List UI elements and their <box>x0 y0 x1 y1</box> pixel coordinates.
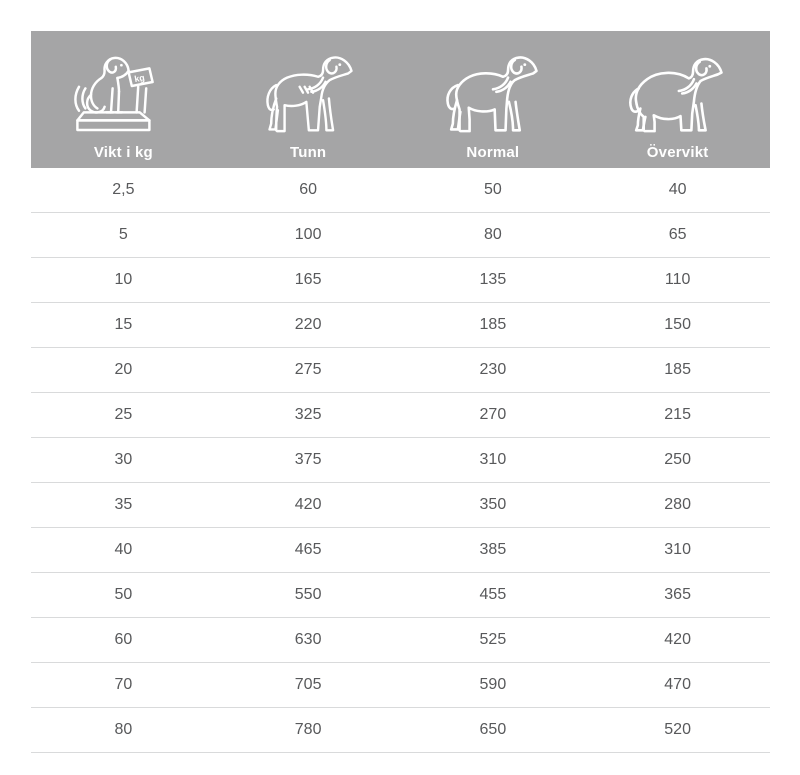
normal-cell: 650 <box>479 721 507 738</box>
tunn-cell: 220 <box>294 316 322 333</box>
table-row <box>31 303 770 348</box>
table-row <box>31 663 770 708</box>
normal-cell: 590 <box>479 676 507 693</box>
tunn-cell: 630 <box>294 631 322 648</box>
column-header-label-normal: Normal <box>466 144 520 161</box>
overvikt-cell: 40 <box>668 181 687 198</box>
tunn-cell: 550 <box>294 586 322 603</box>
weight-cell: 40 <box>114 541 133 558</box>
overvikt-cell: 110 <box>664 271 691 288</box>
overvikt-cell: 420 <box>664 631 691 648</box>
table-row <box>31 348 770 393</box>
overvikt-cell: 470 <box>664 676 691 693</box>
weight-cell: 10 <box>114 271 133 288</box>
overvikt-cell: 215 <box>664 406 691 423</box>
table-row <box>31 438 770 483</box>
weight-cell: 2,5 <box>112 181 135 198</box>
weight-cell: 20 <box>114 361 133 378</box>
normal-cell: 455 <box>479 586 507 603</box>
table-row <box>31 708 770 753</box>
tunn-cell: 375 <box>294 451 322 468</box>
tunn-cell: 165 <box>294 271 322 288</box>
weight-cell: 50 <box>114 586 133 603</box>
weight-cell: 15 <box>114 316 133 333</box>
column-header-label-overvikt: Övervikt <box>646 144 709 161</box>
header-cell-tunn <box>216 31 401 168</box>
normal-cell: 135 <box>479 271 507 288</box>
tunn-cell: 465 <box>294 541 322 558</box>
scale-display-text: kg <box>133 72 146 85</box>
table-header <box>31 31 770 168</box>
tunn-cell: 60 <box>299 181 318 198</box>
header-cell-weight <box>31 31 216 168</box>
tunn-cell: 100 <box>294 226 322 243</box>
normal-cell: 350 <box>479 496 507 513</box>
feeding-guide-table <box>31 31 770 753</box>
dog-on-scale-icon <box>71 46 175 142</box>
normal-cell: 270 <box>479 406 507 423</box>
normal-cell: 80 <box>483 226 502 243</box>
overvikt-cell: 250 <box>664 451 691 468</box>
table-row <box>31 573 770 618</box>
table-row <box>31 213 770 258</box>
table-row <box>31 168 770 213</box>
tunn-cell: 325 <box>294 406 322 423</box>
normal-cell: 230 <box>479 361 507 378</box>
tunn-cell: 275 <box>294 361 322 378</box>
overvikt-cell: 365 <box>664 586 691 603</box>
weight-cell: 25 <box>114 406 133 423</box>
table-row <box>31 393 770 438</box>
overvikt-cell: 150 <box>664 316 691 333</box>
weight-cell: 80 <box>114 721 133 738</box>
normal-cell: 385 <box>479 541 507 558</box>
table-body <box>31 168 770 753</box>
weight-cell: 70 <box>114 676 133 693</box>
overvikt-cell: 310 <box>664 541 691 558</box>
overvikt-cell: 520 <box>664 721 691 738</box>
tunn-cell: 420 <box>294 496 322 513</box>
overweight-dog-icon <box>623 50 733 142</box>
tunn-cell: 780 <box>294 721 322 738</box>
column-header-label-tunn: Tunn <box>289 144 327 161</box>
table-row <box>31 258 770 303</box>
overvikt-cell: 280 <box>664 496 691 513</box>
normal-cell: 50 <box>483 181 502 198</box>
table-row <box>31 618 770 663</box>
thin-dog-icon <box>253 50 363 142</box>
header-cell-overvikt <box>585 31 770 168</box>
weight-cell: 35 <box>114 496 133 513</box>
normal-cell: 525 <box>479 631 507 648</box>
header-cell-normal <box>401 31 586 168</box>
weight-cell: 60 <box>114 631 133 648</box>
normal-cell: 310 <box>479 451 507 468</box>
overvikt-cell: 185 <box>664 361 691 378</box>
normal-cell: 185 <box>479 316 507 333</box>
weight-cell: 30 <box>114 451 133 468</box>
table-row <box>31 483 770 528</box>
normal-dog-icon <box>438 50 548 142</box>
table-row <box>31 528 770 573</box>
tunn-cell: 705 <box>294 676 322 693</box>
overvikt-cell: 65 <box>668 226 687 243</box>
column-header-label-weight: Vikt i kg <box>93 144 153 161</box>
weight-cell: 5 <box>118 226 128 243</box>
